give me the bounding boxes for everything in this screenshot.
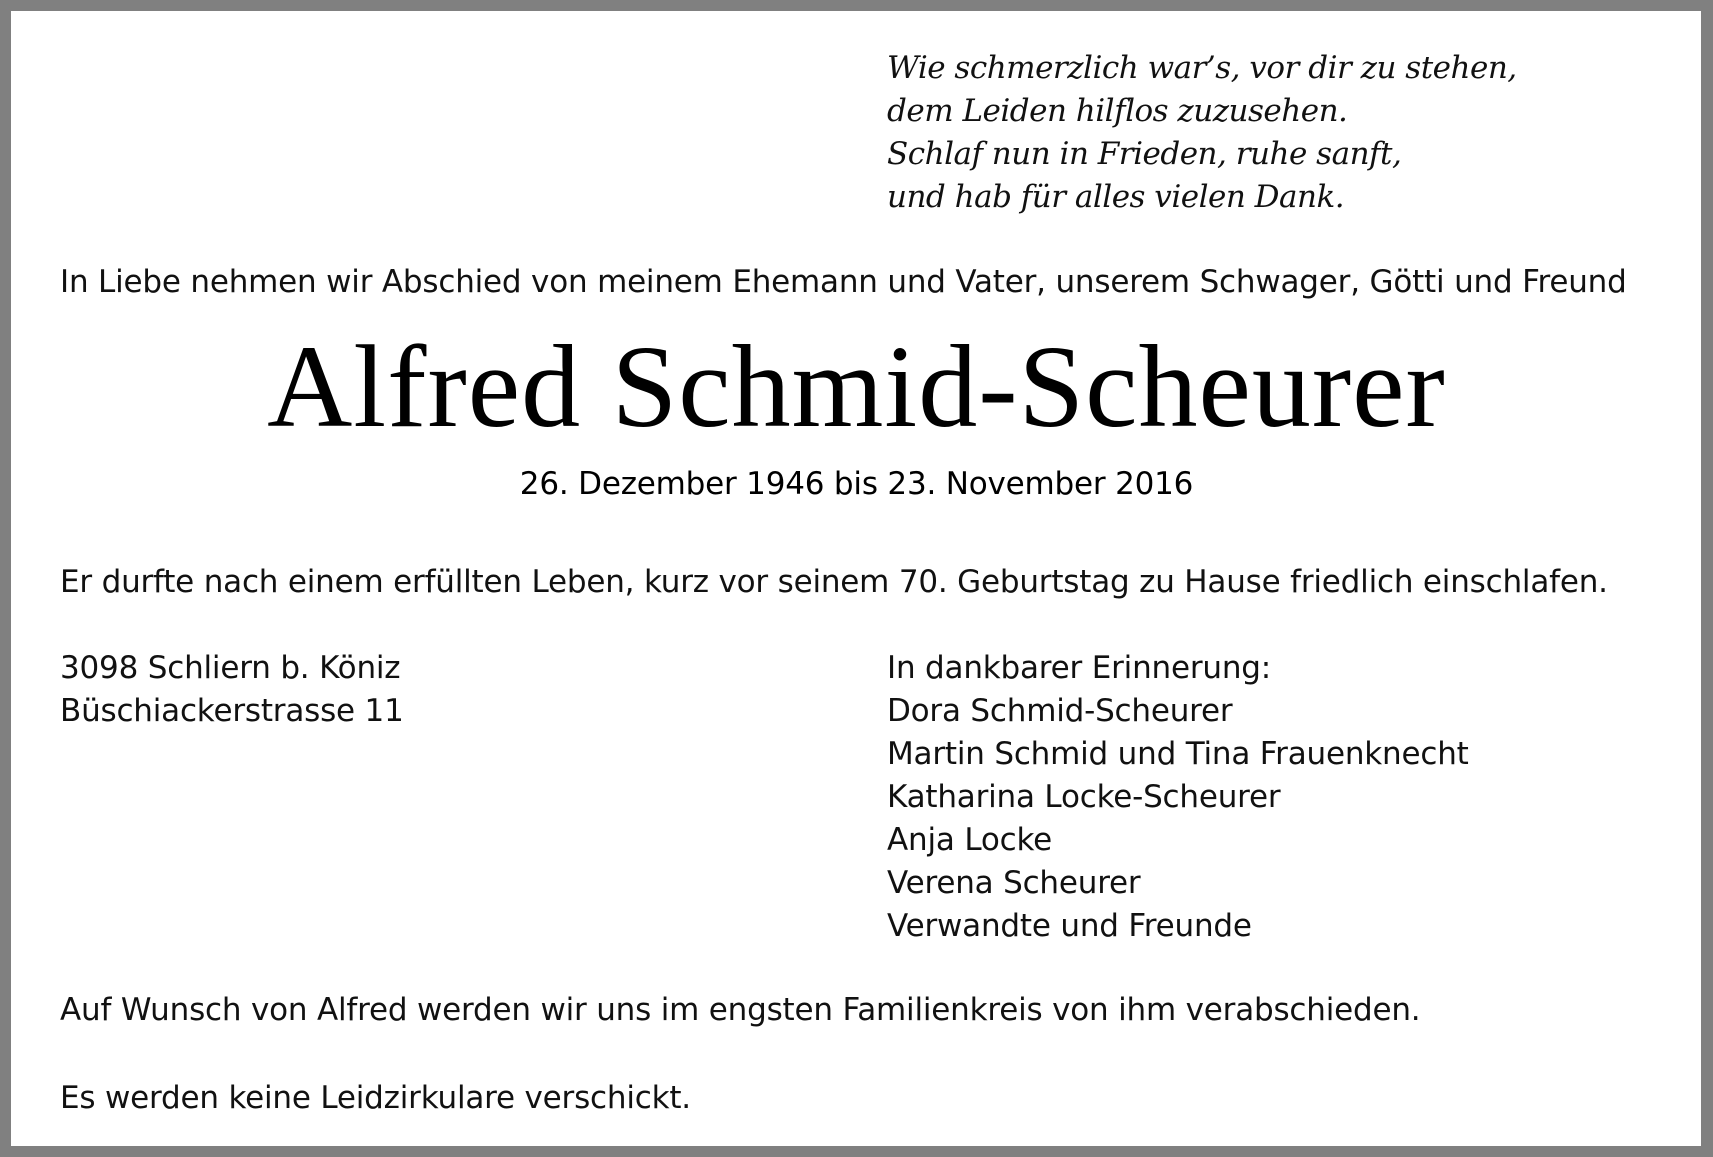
mourner-name: Verwandte und Freunde	[887, 908, 1252, 944]
poem-line: dem Leiden hilflos zuzusehen.	[887, 93, 1348, 129]
obituary-card	[11, 11, 1701, 1146]
mourner-name: Anja Locke	[887, 822, 1052, 858]
mourner-name: Martin Schmid und Tina Frauenknecht	[887, 736, 1469, 772]
mourner-name: Dora Schmid-Scheurer	[887, 693, 1233, 729]
mourner-name: Katharina Locke-Scheurer	[887, 779, 1281, 815]
address-block	[60, 647, 404, 733]
poem	[887, 47, 1517, 219]
address-line: Büschiackerstrasse 11	[60, 693, 404, 729]
address-line: 3098 Schliern b. Köniz	[60, 650, 401, 686]
wish-text: Auf Wunsch von Alfred werden wir uns im engsten Familienkreis von ihm verabschieden.	[60, 992, 1421, 1028]
poem-line: Schlaf nun in Frieden, ruhe sanft,	[887, 136, 1402, 172]
mourners-block	[887, 647, 1469, 948]
mourners-heading: In dankbarer Erinnerung:	[887, 650, 1272, 686]
poem-line: Wie schmerzlich war’s, vor dir zu stehen,	[887, 50, 1517, 86]
intro-text: In Liebe nehmen wir Abschied von meinem Ehemann und Vater, unserem Schwager, Götti und Freund	[60, 264, 1627, 300]
deceased-name: Alfred Schmid-Scheurer	[267, 321, 1446, 452]
statement-text: Er durfte nach einem erfüllten Leben, kurz vor seinem 70. Geburtstag zu Hause friedlich einschlafen.	[60, 564, 1608, 600]
life-dates: 26. Dezember 1946 bis 23. November 2016	[519, 466, 1194, 502]
note-text: Es werden keine Leidzirkulare verschickt.	[60, 1080, 691, 1116]
poem-line: und hab für alles vielen Dank.	[887, 179, 1345, 215]
mourner-name: Verena Scheurer	[887, 865, 1141, 901]
